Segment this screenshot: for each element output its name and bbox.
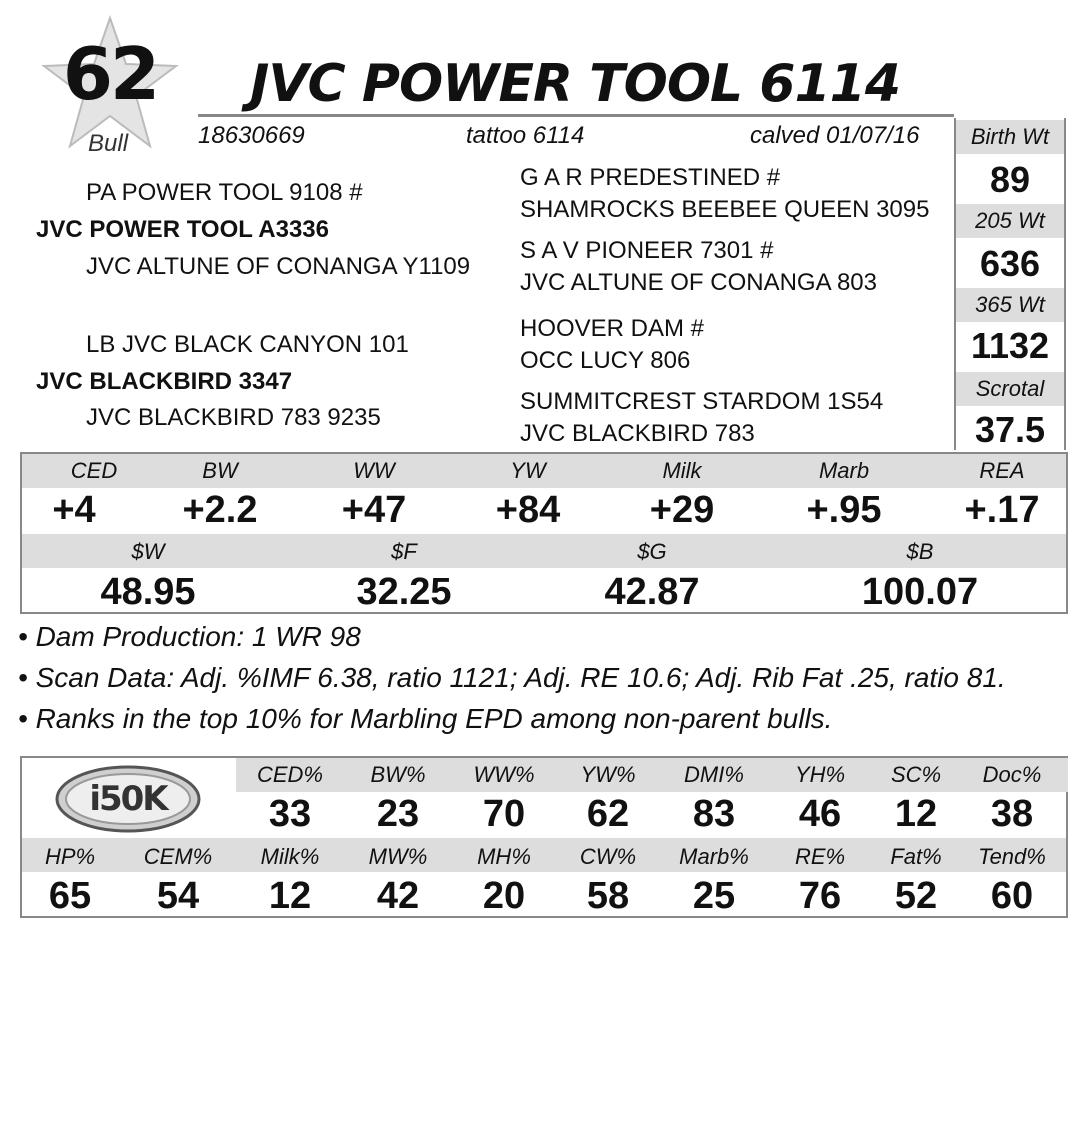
index-label: $B [906,539,934,564]
dam-dam-dam: JVC BLACKBIRD 783 [520,420,755,447]
dam-sire-sire: HOOVER DAM # [520,315,705,342]
sire-dam: JVC ALTUNE OF CONANGA Y1109 [86,253,471,280]
i50k-logo-text: i50K [89,779,167,819]
i50k-label: CEM% [143,844,213,869]
i50k-value: 25 [692,875,736,917]
epd-value: +2.2 [182,489,258,531]
i50k-value: 23 [376,793,420,835]
yearling-weight-label: 365 Wt [956,288,1064,322]
i50k-label: HP% [44,844,96,869]
i50k-value: 58 [586,875,630,917]
i50k-label: DMI% [684,762,744,787]
i50k-logo [54,764,202,834]
weaning-weight-label: 205 Wt [956,204,1064,238]
i50k-label: WW% [473,762,535,787]
epd-table [20,452,1068,614]
epd-label: CED [70,458,118,483]
tattoo: tattoo 6114 [466,122,585,149]
yearling-weight-value: 1132 [970,325,1050,366]
i50k-value: 46 [798,793,842,835]
i50k-value: 20 [482,875,526,917]
scrotal-value: 37.5 [974,409,1046,450]
index-label: $F [391,539,417,564]
i50k-value: 54 [156,875,200,917]
sire-sire: PA POWER TOOL 9108 # [86,179,363,206]
epd-label: Marb [818,458,870,483]
epd-label: BW [202,458,238,483]
epd-value: +.95 [806,489,882,531]
i50k-label: Doc% [982,762,1042,787]
index-label: $G [637,539,667,564]
note-scan-data: • Scan Data: Adj. %IMF 6.38, ratio 1121; Adj. RE 10.6; Adj. Rib Fat .25, ratio 81. [18,662,1006,693]
index-label: $W [131,539,165,564]
note-ranking: • Ranks in the top 10% for Marbling EPD among non-parent bulls. [18,703,833,734]
sire-dam-sire: S A V PIONEER 7301 # [520,237,774,264]
sire-sire-dam: SHAMROCKS BEEBEE QUEEN 3095 [520,196,930,223]
dam-sire: LB JVC BLACK CANYON 101 [86,331,409,358]
i50k-label: Tend% [978,844,1046,869]
sire-name: JVC POWER TOOL A3336 [36,216,329,243]
lot-number: 62 [62,32,158,116]
i50k-label: CED% [256,762,323,787]
epd-value: +29 [649,489,715,531]
dam-sire-dam: OCC LUCY 806 [520,347,691,374]
i50k-value: 12 [268,875,312,917]
i50k-value: 65 [48,875,92,917]
index-value: 42.87 [604,571,700,613]
i50k-label: MW% [368,844,428,869]
index-value: 32.25 [356,571,452,613]
i50k-label: YH% [794,762,846,787]
animal-name: JVC POWER TOOL 6114 [249,54,901,114]
weights-panel [954,118,1066,450]
i50k-label: Milk% [260,844,320,869]
i50k-value: 76 [798,875,842,917]
i50k-value: 60 [990,875,1034,917]
calved-date: calved 01/07/16 [750,122,920,149]
i50k-label: RE% [794,844,846,869]
sire-dam-dam: JVC ALTUNE OF CONANGA 803 [520,269,877,296]
weaning-weight-value: 636 [979,243,1041,284]
i50k-value: 33 [268,793,312,835]
epd-value: +4 [52,489,96,531]
epd-label: REA [979,458,1025,483]
registration-number: 18630669 [198,122,305,149]
i50k-table [20,756,1068,918]
i50k-value: 70 [482,793,526,835]
epd-value: +47 [341,489,407,531]
i50k-value: 83 [692,793,736,835]
i50k-label: Fat% [890,844,942,869]
i50k-label: Marb% [679,844,749,869]
epd-label: Milk [662,458,702,483]
sire-sire-sire: G A R PREDESTINED # [520,164,781,191]
index-value: 48.95 [100,571,196,613]
i50k-value: 12 [894,793,938,835]
i50k-label: YW% [580,762,636,787]
birth-weight-label: Birth Wt [956,120,1064,154]
epd-value: +.17 [964,489,1040,531]
i50k-value: 52 [894,875,938,917]
dam-dam: JVC BLACKBIRD 783 9235 [86,404,381,431]
title-divider [198,114,954,117]
dam-dam-sire: SUMMITCREST STARDOM 1S54 [520,388,884,415]
i50k-value: 38 [990,793,1034,835]
index-value: 100.07 [861,571,979,613]
i50k-label: MH% [477,844,531,869]
lot-sex: Bull [88,130,129,157]
epd-label: WW [353,458,395,483]
i50k-value: 62 [586,793,630,835]
i50k-value: 42 [376,875,420,917]
i50k-label: BW% [370,762,426,787]
note-dam-production: • Dam Production: 1 WR 98 [18,621,361,652]
epd-label: YW [510,458,546,483]
epd-value: +84 [495,489,561,531]
scrotal-label: Scrotal [956,372,1064,406]
i50k-label: CW% [579,844,637,869]
dam-name: JVC BLACKBIRD 3347 [36,368,293,395]
birth-weight-value: 89 [989,159,1031,200]
i50k-label: SC% [890,762,942,787]
